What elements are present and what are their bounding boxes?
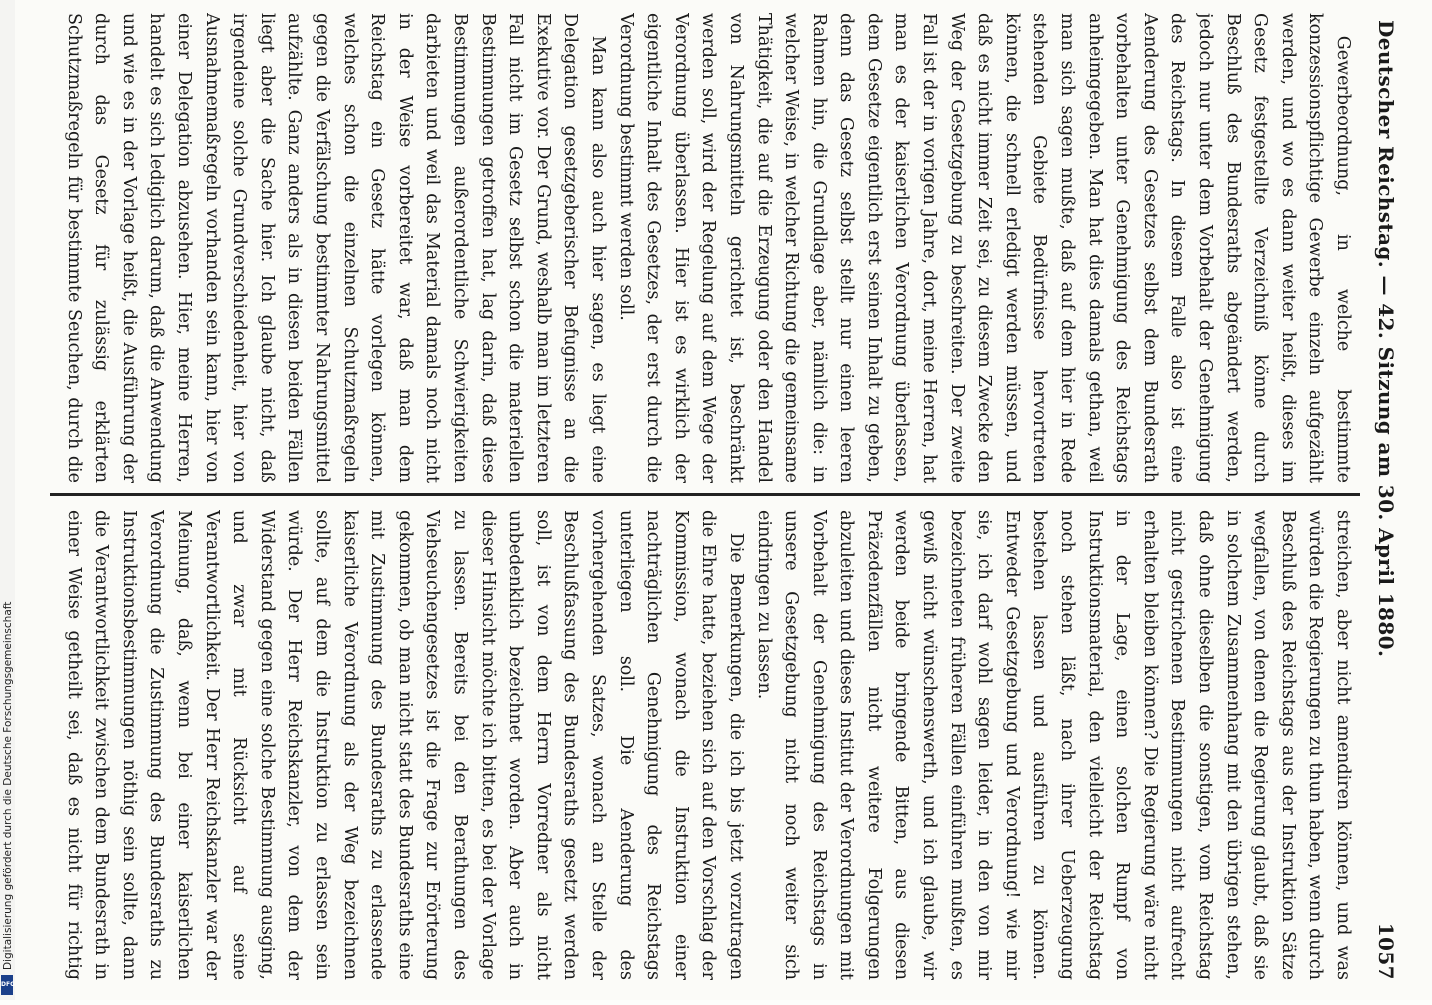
paragraph: Die Bemerkungen, die ich bis jetzt vorzutragen die Ehre hatte, beziehen sich auf den Vorschlag der Kommission, wonach die Instruktion einer nachträglichen Genehmigung des Reichstags unterliegen soll. Die Aenderung des vorhergehenden Satzes, wonach an Stelle der Beschlußfassung des Bundesraths gesetzt werden soll, ist von dem Herrn Vorredner als nicht unbedenklich bezeichnet worden. Aber auch in dieser Hinsicht möchte ich bitten, es bei der Vorlage zu lassen. Bereits bei den Berathungen des Viehseuchengesetzes ist die Frage zur Erörterung gekommen, ob man nicht statt des Bundesraths eine mit Zustimmung des Bundesraths zu erlassende kaiserliche Verordnung als der Weg bezeichnen sollte, auf dem die Instruktion zu erlassen sein würde. Der Herr Reichskanzler, von dem der Widerstand gegen eine solche Bestimmung ausging, und zwar mit Rücksicht auf seine Verantwortlichkeit. Der Herr Reichskanzler war der Meinung, daß, wenn bei einer kaiserlichen Verordnung die Zustimmung des Bundesraths zu Instruktionsbestimmungen nöthig sein sollte, dann die Verantwortlichkeit zwischen dem Bundesrath in einer Weise getheilt sei, daß es nicht für richtig: [63, 510, 746, 980]
column-divider: [50, 493, 1360, 496]
paragraph: Man kann also auch hier sagen, es liegt eine Delegation gesetzgeberischer Befugnisse an die Exekutive vor. Der Grund, weshalb man im letzteren Fall nicht im Gesetz selbst schon die materiellen Bestimmungen getroffen hat, lag darin, daß diese Bestimmungen außerordentliche Schwierigkeiten darbieten und weil das Material damals noch nicht in der Weise vorbereitet war, daß man dem Reichstag ein Gesetz hätte vorlegen können, welches schon die einzelnen Schutzmaßregeln gegen die Verfälschung bestimmter Nahrungsmittel aufzählte. Ganz anders als in diesen beiden Fällen liegt aber die Sache hier. Ich glaube nicht, daß irgendeine solche Grundverschiedenheit, hier von Ausnahmemaßregeln vorhanden sein kann, hier von einer Delegation abzusehen. Hier, meine Herren, handelt es sich lediglich darum, daß die Anwendung und wie es in der Vorlage heißt, die Ausführung der durch das Gesetz für zulässig erklärten Schutzmaßregeln für bestimmte Seuchen, durch die: [63, 13, 608, 483]
page-header: [1370, 20, 1398, 980]
paragraph: Gewerbeordnung, in welche bestimmte konzessionspflichtige Gewerbe einzeln aufgezählt werden, und wo es dann weiter heißt, dieses im Gesetz festgestellte Verzeichniß könne durch Beschluß des Bundesraths abgeändert werden, jedoch nur unter dem Vorbehalt der Genehmigung des Reichstags. In diesem Falle also ist eine Aenderung des Gesetzes selbst dem Bundesrath vorbehalten unter Genehmigung des Reichstags anheimgegeben. Man hat dies damals gethan, weil man sich sagen mußte, daß auf dem hier in Rede stehenden Gebiete Bedürfnisse hervortreten können, die schnell erledigt werden müssen, und daß es nicht immer Zeit sei, zu diesem Zwecke den Weg der Gesetzgebung zu beschreiten. Der zweite Fall ist der in vorigen Jahre, dort, meine Herren, hat man es der kaiserlichen Verordnung überlassen, dem Gesetze eigentlich erst seinen Inhalt zu geben, denn das Gesetz selbst stellt nur einen leeren Rahmen hin, die Grundlage aber, nämlich die: in welcher Weise, in welcher Richtung die gemeinsame Thätigkeit, die auf die Erzeugung oder den Handel von Nahrungsmitteln gerichtet ist, beschränkt werden soll, wird der Regelung auf dem Wege der Verordnung überlassen. Hier ist es wirklich der eigentliche Inhalt des Gesetzes, der erst durch die Verordnung bestimmt werden soll.: [615, 13, 1353, 483]
paragraph: streichen, aber nicht amendiren können, und was würden die Regierungen zu thun haben, wenn durch Beschluß des Reichstags aus der Instruktion Sätze wegfallen, von denen die Regierung glaubt, daß sie in solchem Zusammenhang mit den übrigen stehen, daß ohne dieselben die sonstigen, vom Reichstag nicht gestrichenen Bestimmungen nicht aufrecht erhalten bleiben können? Die Regierung wäre nicht in der Lage, einen solchen Rumpf von Instruktionsmaterial, den vielleicht der Reichstag noch stehen läßt, nach ihrer Ueberzeugung bestehen lassen und ausführen zu können. Entweder Gesetzgebung und Verordnung! wie mir sie, ich darf wohl sagen leider, in den von mir bezeichneten früheren Fällen einführen mußten, es gewiß nicht wünschenswerth, und ich glaube, wir werden beide bringende Bitten, aus diesen Präzedenzfällen nicht weitere Folgerungen abzuleiten und dieses Institut der Verordnungen mit Vorbehalt der Genehmigung des Reichstags in unsere Gesetzgebung nicht noch weiter sich eindringen zu lassen.: [753, 510, 1353, 980]
rotated-page: [38, 5, 1408, 1005]
scanned-page: [15, 0, 1432, 1000]
left-column: [56, 13, 1356, 483]
right-column: [56, 510, 1356, 980]
page-number: 1057: [1374, 922, 1398, 980]
attribution-strip: [0, 0, 16, 1000]
dfg-logo: DFG: [1, 975, 13, 995]
running-title: Deutscher Reichstag. — 42. Sitzung am 30. April 1880.: [1374, 20, 1398, 658]
attribution-text: Digitalisierung gefördert durch die Deutsche Forschungsgemeinschaft: [2, 601, 14, 970]
